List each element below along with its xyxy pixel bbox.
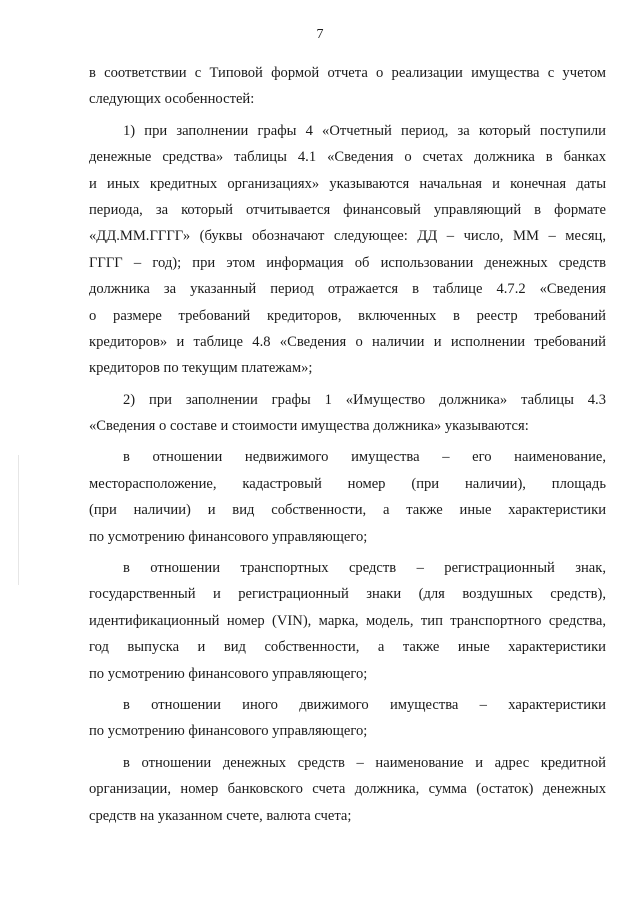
paragraph-vehicles [89,555,606,687]
text-line: «ДД.ММ.ГГГГ» (буквы обозначают следующее: ДД – число, ММ – месяц, [89,228,606,245]
page-number: 7 [316,27,324,42]
text-line: 2) при заполнении графы 1 «Имущество должника» таблицы 4.3 [123,391,606,408]
text-line: идентификационный номер (VIN), марка, модель, тип транспортного средства, [89,612,606,629]
text-line: в отношении транспортных средств – регистрационный знак, [123,560,606,577]
paragraph-funds [89,750,606,829]
text-line: организации, номер банковского счета должника, сумма (остаток) денежных [89,781,606,798]
text-line: по усмотрению финансового управляющего; [89,665,368,682]
text-line: по усмотрению финансового управляющего; [89,528,368,545]
paragraph-item-1 [89,118,606,382]
text-line: год выпуска и вид собственности, а также иные характеристики [89,639,606,656]
text-line: периода, за который отчитывается финансовый управляющий в формате [89,201,606,218]
text-line: в отношении недвижимого имущества – его наименование, [123,449,606,466]
text-line: в соответствии с Типовой формой отчета о реализации имущества с учетом [89,65,606,81]
paragraph-movable-property [89,692,606,745]
paragraph-item-2 [89,387,606,440]
text-line: «Сведения о составе и стоимости имущества должника» указываются: [89,418,529,435]
text-line: о размере требований кредиторов, включенных в реестр требований [89,307,606,324]
text-line: средств на указанном счете, валюта счета; [89,807,352,824]
text-line: в отношении иного движимого имущества – характеристики [123,696,606,713]
text-line: и иных кредитных организациях» указываются начальная и конечная даты [89,175,606,192]
text-line: по усмотрению финансового управляющего; [89,723,368,740]
scan-margin-mark [18,455,19,585]
text-line: кредиторов» и таблице 4.8 «Сведения о наличии и исполнении требований [89,333,606,350]
text-line: ГГГГ – год); при этом информация об использовании денежных средств [89,254,606,271]
text-line: 1) при заполнении графы 4 «Отчетный период, за который поступили [123,122,606,139]
text-line: государственный и регистрационный знаки (для воздушных средств), [89,586,606,603]
text-line: следующих особенностей: [89,91,255,108]
text-line: (при наличии) и вид собственности, а также иные характеристики [89,502,606,519]
document-body [89,60,606,829]
text-line: денежные средства» таблицы 4.1 «Сведения о счетах должника в банках [89,149,606,166]
paragraph-real-estate [89,444,606,550]
text-line: в отношении денежных средств – наименование и адрес кредитной [123,754,606,771]
text-line: месторасположение, кадастровый номер (при наличии), площадь [89,475,606,492]
text-line: кредиторов по текущим платежам»; [89,360,313,377]
text-line: должника за указанный период отражается в таблице 4.7.2 «Сведения [89,281,606,298]
paragraph-intro [89,60,606,113]
